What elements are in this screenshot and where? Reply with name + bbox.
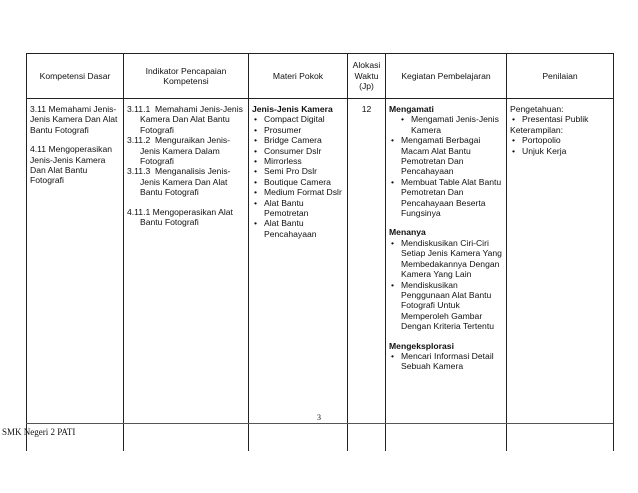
- kd-item: 4.11 Mengoperasikan Jenis-Jenis Kamera Dan Alat Bantu Fotografi: [30, 144, 113, 186]
- list-item: • Mengamati Jenis-Jenis Kamera: [399, 114, 503, 135]
- list-item: • Mendiskusikan Penggunaan Alat Bantu Fotografi Untuk Memperoleh Gambar Dengan Kriteria Tertentu: [389, 280, 503, 332]
- indikator-text: Memahami Jenis-Jenis Kamera Dan Alat Bantu Fotografi: [140, 104, 243, 135]
- list-item: • Unjuk Kerja: [510, 146, 610, 156]
- penilaian-cell: [507, 99, 614, 452]
- list-item: • Medium Format Dslr: [252, 187, 344, 197]
- list-item: • Consumer Dslr: [252, 146, 344, 156]
- list-item: • Boutique Camera: [252, 177, 344, 187]
- list-item: • Prosumer: [252, 125, 344, 135]
- kegiatan-section-title: Mengamati: [389, 104, 434, 114]
- list-item: • Compact Digital: [252, 114, 344, 124]
- header-materi-pokok: Materi Pokok: [249, 54, 348, 99]
- indikator-text: Menganalisis Jenis-Jenis Kamera Dan Alat Bantu Fotografi: [140, 166, 231, 198]
- page-number: 3: [317, 413, 321, 422]
- list-item: • Mengamati Berbagai Macam Alat Bantu Pemotretan Dan Pencahayaan: [389, 135, 503, 177]
- header-alokasi-waktu: Alokasi Waktu (Jp): [348, 54, 386, 99]
- materi-pokok-cell: [249, 99, 348, 452]
- penilaian-label: Pengetahuan:: [510, 104, 564, 114]
- footer-divider: [26, 423, 613, 424]
- indikator-text: Menguraikan Jenis-Jenis Kamera Dalam Fotografi: [140, 135, 231, 167]
- footer-school-name: SMK Negeri 2 PATI: [2, 427, 76, 437]
- indikator-number: 3.11.1: [127, 104, 151, 114]
- kegiatan-section-title: Mengeksplorasi: [389, 340, 454, 351]
- list-item: • Alat Bantu Pemotretan: [252, 198, 344, 219]
- kegiatan-cell: [386, 99, 507, 452]
- list-item: • Alat Bantu Pencahayaan: [252, 218, 344, 239]
- indikator-number: 3.11.2: [127, 135, 151, 146]
- kegiatan-list: [389, 114, 503, 218]
- penilaian-list: [510, 135, 610, 156]
- indikator-item: [127, 104, 245, 135]
- penilaian-label: Keterampilan:: [510, 124, 564, 135]
- penilaian-list: [510, 114, 610, 124]
- indikator-text: Mengoperasikan Alat Bantu Fotografi: [140, 206, 233, 228]
- alokasi-cell: [348, 99, 386, 452]
- indikator-number: 3.11.3: [127, 166, 151, 177]
- list-item: • Semi Pro Dslr: [252, 166, 344, 176]
- header-kegiatan: Kegiatan Pembelajaran: [386, 54, 507, 99]
- list-item: • Presentasi Publik: [510, 114, 610, 124]
- materi-list: [252, 114, 344, 239]
- indikator-cell: [124, 99, 249, 452]
- list-item: • Membuat Table Alat Bantu Pemotretan Dan Pencahayaan Beserta Fungsinya: [389, 177, 503, 219]
- kd-item: 3.11 Memahami Jenis-Jenis Kamera Dan Alat Bantu Fotografi: [30, 104, 118, 135]
- kegiatan-list: [389, 351, 503, 372]
- table-header-row: [27, 54, 614, 99]
- indikator-item: [127, 166, 245, 197]
- syllabus-table: [26, 53, 614, 451]
- materi-title: Jenis-Jenis Kamera: [252, 104, 333, 114]
- list-item: • Bridge Camera: [252, 135, 344, 145]
- kompetensi-dasar-cell: [27, 99, 124, 452]
- list-item: • Mencari Informasi Detail Sebuah Kamera: [389, 351, 503, 372]
- kegiatan-section-title: Menanya: [389, 227, 426, 238]
- indikator-item: [127, 135, 245, 166]
- header-penilaian: Penilaian: [507, 54, 614, 99]
- list-item: • Mirrorless: [252, 156, 344, 166]
- list-item: • Portopolio: [510, 135, 610, 145]
- indikator-number: 4.11.1: [127, 206, 151, 217]
- header-kompetensi-dasar: Kompetensi Dasar: [27, 54, 124, 99]
- indikator-item: [127, 207, 245, 228]
- kegiatan-list: [389, 238, 503, 332]
- header-indikator: Indikator Pencapaian Kompetensi: [124, 54, 249, 99]
- alokasi-value: 12: [361, 104, 372, 114]
- table-row: [27, 99, 614, 452]
- list-item: • Mendiskusikan Ciri-Ciri Setiap Jenis Kamera Yang Membedakannya Dengan Kamera Yang Lain: [389, 238, 503, 280]
